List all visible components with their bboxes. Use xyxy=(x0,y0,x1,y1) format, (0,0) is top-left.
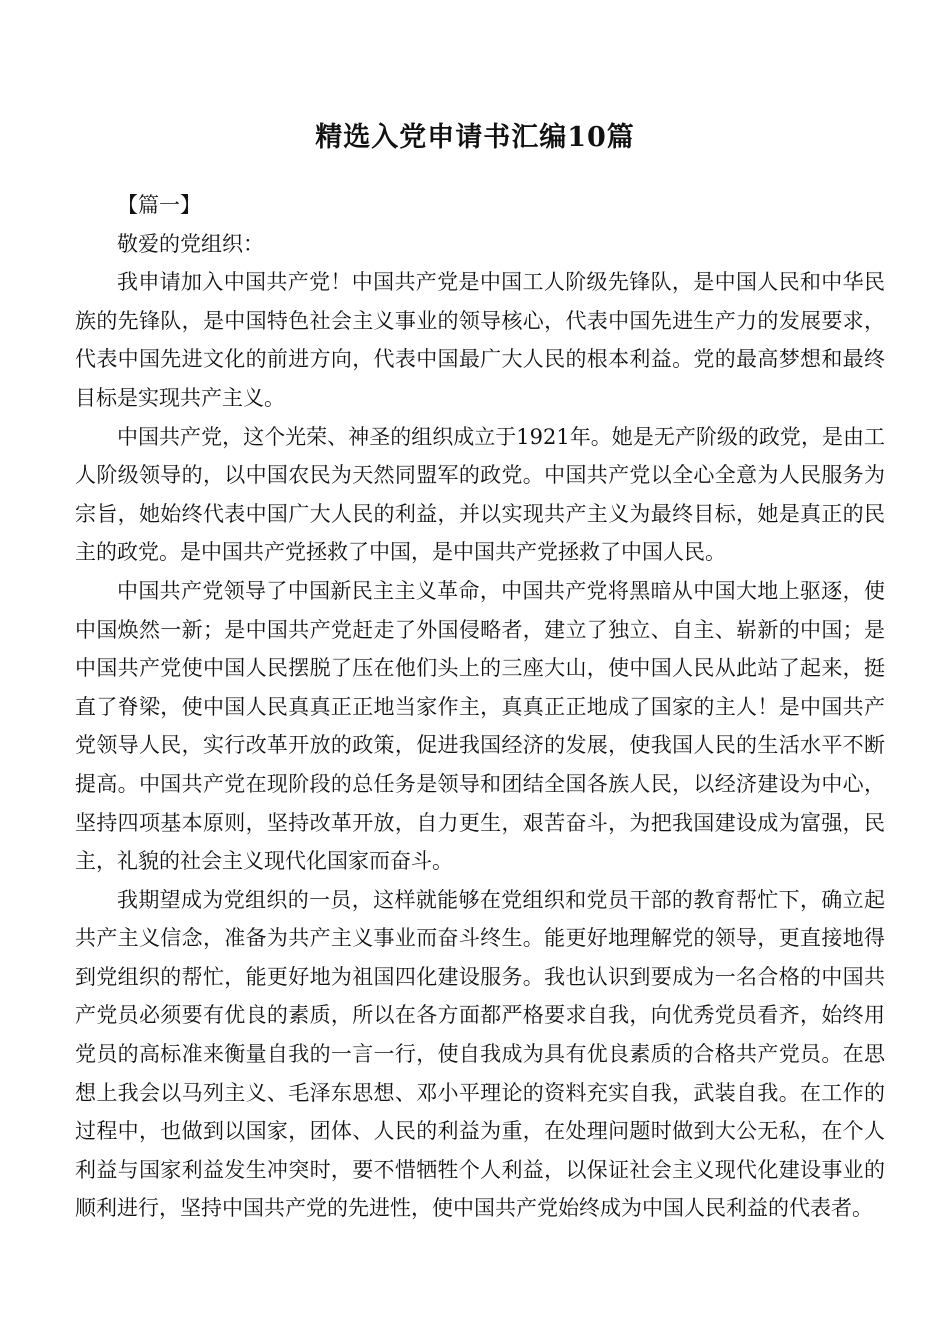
paragraph: 我申请加入中国共产党！中国共产党是中国工人阶级先锋队，是中国人民和中华民族的先锋队，是中国特色社会主义事业的领导核心，代表中国先进生产力的发展要求，代表中国先进文化的前进方向，代表中国最广大人民的根本利益。党的最高梦想和最终目标是实现共产主义。 xyxy=(75,270,885,410)
paragraph: 中国共产党领导了中国新民主主义革命，中国共产党将黑暗从中国大地上驱逐，使中国焕然一新；是中国共产党赶走了外国侵略者，建立了独立、自主、崭新的中国；是中国共产党使中国人民摆脱了压在他们头上的三座大山，使中国人民从此站了起来，挺直了脊梁，使中国人民真真正正地当家作主，真真正正地成了国家的主人！是中国共产党领导人民，实行改革开放的政策，促进我国经济的发展，使我国人民的生活水平不断提高。中国共产党在现阶段的总任务是领导和团结全国各族人民，以经济建设为中心，坚持四项基本原则，坚持改革开放，自力更生，艰苦奋斗，为把我国建设成为富强，民主，礼貌的社会主义现代化国家而奋斗。 xyxy=(75,578,885,874)
salutation: 敬爱的党组织： xyxy=(117,231,264,256)
document-body xyxy=(75,186,885,1228)
paragraph: 我期望成为党组织的一员，这样就能够在党组织和党员干部的教育帮忙下，确立起共产主义信念，准备为共产主义事业而奋斗终生。能更好地理解党的领导，更直接地得到党组织的帮忙，能更好地为祖国四化建设服务。我也认识到要成为一名合格的中国共产党员必须要有优良的素质，所以在各方面都严格要求自我，向优秀党员看齐，始终用党员的高标准来衡量自我的一言一行，使自我成为具有优良素质的合格共产党员。在思想上我会以马列主义、毛泽东思想、邓小平理论的资料充实自我，武装自我。在工作的过程中，也做到以国家，团体、人民的利益为重，在处理问题时做到大公无私，在个人利益与国家利益发生冲突时，要不惜牺牲个人利益，以保证社会主义现代化建设事业的顺利进行，坚持中国共产党的先进性，使中国共产党始终成为中国人民利益的代表者。 xyxy=(75,887,885,1221)
document-title: 精选入党申请书汇编10篇 xyxy=(315,122,635,154)
paragraph: 中国共产党，这个光荣、神圣的组织成立于1921年。她是无产阶级的政党，是由工人阶级领导的，以中国农民为天然同盟军的政党。中国共产党以全心全意为人民服务为宗旨，她始终代表中国广大人民的利益，并以实现共产主义为最终目标，她是真正的民主的政党。是中国共产党拯救了中国，是中国共产党拯救了中国人民。 xyxy=(75,424,885,565)
section-heading: 【篇一】 xyxy=(117,193,201,217)
